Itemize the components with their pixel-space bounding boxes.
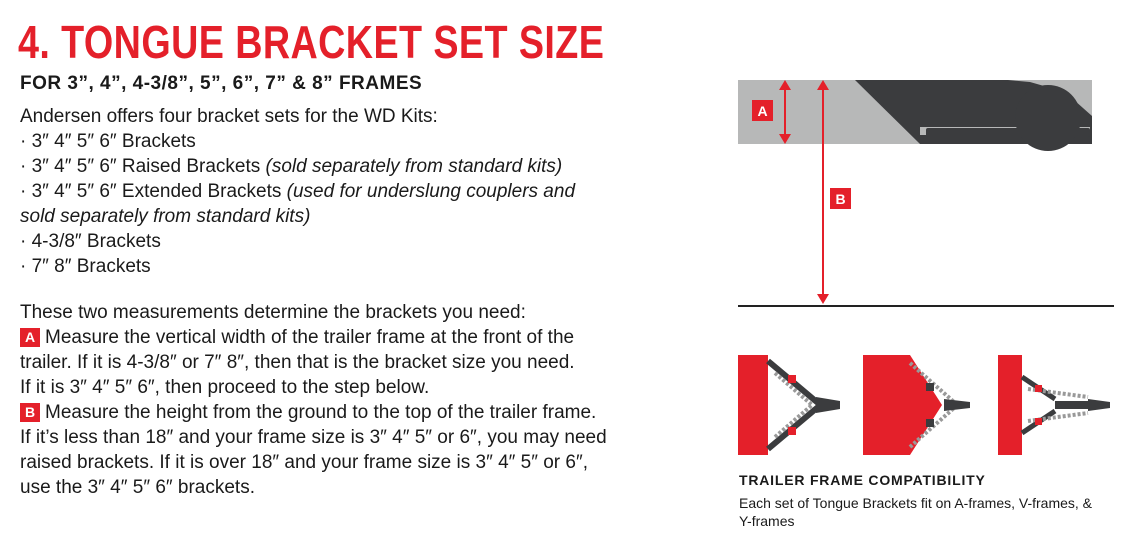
measure-b-line: use the 3″ 4″ 5″ 6″ brackets. (20, 477, 255, 498)
measure-b-line: B Measure the height from the ground to the top of the trailer frame. (20, 400, 700, 425)
list-item: · 3″ 4″ 5″ 6″ Brackets (20, 129, 700, 154)
measure-a-line: A Measure the vertical width of the trailer frame at the front of the (20, 325, 700, 350)
list-item: · 3″ 4″ 5″ 6″ Extended Brackets (used for underslung couplers and (20, 179, 700, 204)
label-b: B (835, 191, 846, 207)
list-item: · 4-3/8″ Brackets (20, 229, 700, 254)
page-title: 4. TONGUE BRACKET SET SIZE (18, 16, 605, 68)
list-item-continuation: sold separately from standard kits) (20, 206, 311, 227)
trailer-frame-diagram (730, 70, 1120, 320)
bracket-sets-section (20, 104, 700, 279)
measure-a-line: trailer. If it is 4-3/8″ or 7″ 8″, then that is the bracket size you need. (20, 352, 575, 373)
y-frame-icon (998, 355, 1110, 455)
measurements-lead: These two measurements determine the brackets you need: (20, 302, 526, 323)
frame-compatibility-title: TRAILER FRAME COMPATIBILITY (739, 472, 986, 488)
list-item: · 3″ 4″ 5″ 6″ Raised Brackets (sold separately from standard kits) (20, 154, 700, 179)
measure-b-line: raised brackets. If it is over 18″ and your frame size is 3″ 4″ 5″ or 6″, (20, 452, 588, 473)
measure-a-line: If it is 3″ 4″ 5″ 6″, then proceed to the step below. (20, 377, 430, 398)
label-a: A (757, 103, 768, 119)
frame-types-illustration (730, 345, 1120, 460)
list-item: · 7″ 8″ Brackets (20, 254, 700, 279)
measure-a-badge: A (20, 328, 40, 347)
frame-compatibility-text: Each set of Tongue Brackets fit on A-frames, V-frames, & Y-frames (739, 495, 1093, 529)
measure-b-badge: B (20, 403, 40, 422)
v-frame-icon (863, 355, 970, 455)
frame-sizes-subtitle: FOR 3”, 4”, 4-3/8”, 5”, 6”, 7” & 8” FRAMES (20, 73, 423, 94)
a-frame-icon (738, 355, 840, 455)
bracket-sets-lead: Andersen offers four bracket sets for the WD Kits: (20, 106, 438, 127)
measure-b-line: If it’s less than 18″ and your frame size is 3″ 4″ 5″ or 6″, you may need (20, 427, 607, 448)
measurements-section (20, 300, 700, 500)
